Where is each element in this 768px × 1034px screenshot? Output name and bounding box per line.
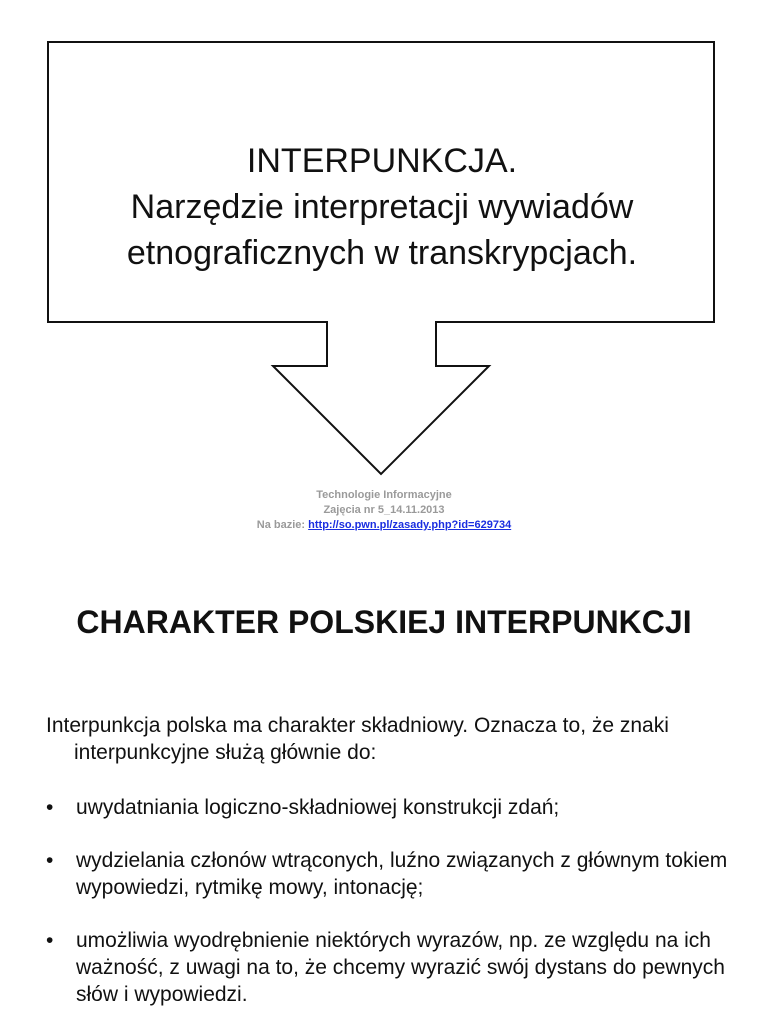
list-item-text: umożliwia wyodrębnienie niektórych wyrazów, np. ze względu na ich ważność, z uwagi na to, że chcemy wyrazić swój dystans do pewnych słów i wypowiedzi. (76, 929, 725, 1006)
list-item-text: uwydatniania logiczno-składniowej konstrukcji zdań; (76, 796, 560, 819)
list-item (46, 847, 746, 901)
callout-title-line1: INTERPUNKCJA. (246, 142, 518, 180)
bullet-dot-icon: • (46, 849, 54, 872)
source-line (0, 518, 768, 533)
section-body (46, 712, 746, 1034)
bullet-dot-icon: • (46, 796, 54, 819)
bullet-dot-icon: • (46, 929, 54, 952)
session-label: Zajęcia nr 5_14.11.2013 (323, 504, 445, 516)
intro-paragraph: Interpunkcja polska ma charakter składniowy. Oznacza to, że znaki interpunkcyjne służą głównie do: (46, 714, 669, 764)
slide-meta (0, 488, 768, 533)
course-name: Technologie Informacyjne (316, 489, 452, 501)
source-link[interactable]: http://so.pwn.pl/zasady.php?id=629734 (308, 519, 512, 531)
list-item-text: wydzielania członów wtrąconych, luźno związanych z głównym tokiem wypowiedzi, rytmikę mowy, intonację; (76, 849, 728, 899)
list-item (46, 927, 746, 1008)
bullet-list (46, 794, 746, 1008)
source-prefix: Na bazie: (256, 519, 306, 531)
list-item (46, 794, 746, 821)
section-heading: CHARAKTER POLSKIEJ INTERPUNKCJI (76, 604, 692, 640)
callout-title-line3: etnograficznych w transkrypcjach. (126, 234, 638, 272)
callout-title-line2: Narzędzie interpretacji wywiadów (130, 188, 634, 226)
callout-title (48, 138, 716, 276)
